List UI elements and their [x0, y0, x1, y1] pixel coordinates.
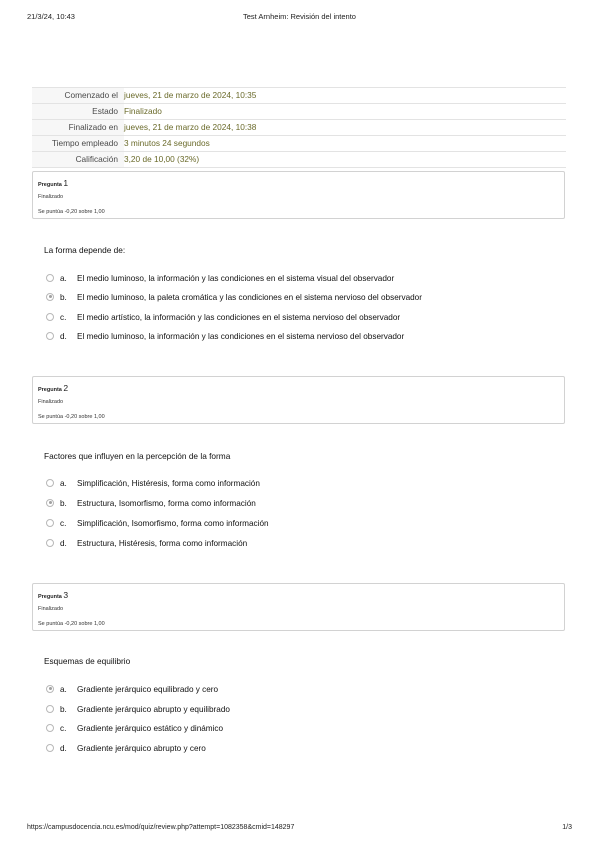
summary-value: 3,20 de 10,00 (32%) — [124, 154, 200, 164]
radio-icon[interactable] — [46, 724, 54, 732]
answer-option[interactable] — [46, 723, 223, 735]
answer-letter: c. — [60, 313, 67, 322]
answer-letter: b. — [60, 499, 67, 508]
question-text: Factores que influyen en la percepción de la forma — [44, 451, 231, 461]
summary-label: Estado — [32, 104, 124, 119]
answer-option[interactable] — [46, 331, 404, 343]
summary-value: 3 minutos 24 segundos — [124, 138, 210, 148]
question-number: 3 — [63, 590, 69, 600]
question-title — [38, 590, 68, 600]
summary-row — [32, 152, 566, 168]
summary-value: jueves, 21 de marzo de 2024, 10:38 — [124, 122, 257, 132]
answer-text: Gradiente jerárquico abrupto y cero — [77, 744, 206, 753]
summary-label: Comenzado el — [32, 88, 124, 103]
answer-text: Simplificación, Histéresis, forma como información — [77, 479, 260, 488]
answer-letter: a. — [60, 685, 67, 694]
answer-option[interactable] — [46, 273, 394, 285]
answer-option[interactable] — [46, 684, 218, 696]
summary-label: Tiempo empleado — [32, 136, 124, 151]
answer-text: Gradiente jerárquico equilibrado y cero — [77, 685, 219, 694]
radio-icon[interactable] — [46, 313, 54, 321]
answer-letter: b. — [60, 705, 67, 714]
answer-text: El medio artístico, la información y las condiciones en el sistema nervioso del observador — [77, 313, 401, 322]
radio-selected-icon[interactable] — [46, 685, 54, 693]
answer-letter: d. — [60, 332, 67, 341]
answer-option[interactable] — [46, 292, 422, 304]
print-page-number: 1/3 — [562, 824, 572, 831]
print-page-title: Test Arnheim: Revisión del intento — [243, 12, 356, 21]
summary-label: Finalizado en — [32, 120, 124, 135]
answer-text: Estructura, Histéresis, forma como información — [77, 539, 248, 548]
answer-text: Estructura, Isomorfismo, forma como información — [77, 499, 256, 508]
print-header — [27, 12, 572, 24]
summary-label: Calificación — [32, 152, 124, 167]
answer-letter: c. — [60, 724, 67, 733]
answer-letter: d. — [60, 539, 67, 548]
answer-option[interactable] — [46, 538, 247, 550]
question-grade: Se puntúa -0,20 sobre 1,00 — [38, 209, 105, 215]
question-text: Esquemas de equilibrio — [44, 656, 131, 666]
question-prefix: Pregunta — [38, 594, 62, 600]
summary-row — [32, 104, 566, 120]
question-number: 1 — [63, 178, 69, 188]
question-grade: Se puntúa -0,20 sobre 1,00 — [38, 621, 105, 627]
answer-option[interactable] — [46, 704, 230, 716]
answer-text: El medio luminoso, la información y las condiciones en el sistema visual del observador — [77, 274, 395, 283]
print-footer — [27, 824, 572, 836]
question-state: Finalizado — [38, 399, 64, 405]
question-text: La forma depende de: — [44, 245, 126, 255]
radio-icon[interactable] — [46, 539, 54, 547]
question-prefix: Pregunta — [38, 387, 62, 393]
answer-option[interactable] — [46, 518, 269, 530]
summary-value: jueves, 21 de marzo de 2024, 10:35 — [124, 90, 257, 100]
question-number: 2 — [63, 383, 69, 393]
radio-icon[interactable] — [46, 479, 54, 487]
answer-letter: b. — [60, 293, 67, 302]
radio-selected-icon[interactable] — [46, 499, 54, 507]
question-title — [38, 178, 68, 188]
question-prefix: Pregunta — [38, 182, 62, 188]
radio-icon[interactable] — [46, 274, 54, 282]
answer-text: Gradiente jerárquico abrupto y equilibrado — [77, 705, 230, 714]
print-url[interactable]: https://campusdocencia.ncu.es/mod/quiz/review.php?attempt=1082358&cmid=148297 — [27, 824, 295, 831]
question-state: Finalizado — [38, 606, 64, 612]
answer-option[interactable] — [46, 498, 256, 510]
radio-icon[interactable] — [46, 705, 54, 713]
answer-letter: c. — [60, 519, 67, 528]
answer-text: El medio luminoso, la información y las condiciones en el sistema nervioso del observador — [77, 332, 405, 341]
summary-row — [32, 88, 566, 104]
answer-text: El medio luminoso, la paleta cromática y las condiciones en el sistema nervioso del observador — [77, 293, 422, 302]
answer-letter: a. — [60, 479, 67, 488]
question-state: Finalizado — [38, 194, 64, 200]
answer-letter: a. — [60, 274, 67, 283]
question-info-box — [32, 171, 565, 219]
answer-text: Simplificación, Isomorfismo, forma como información — [77, 519, 269, 528]
attempt-summary-table — [32, 87, 566, 168]
answer-letter: d. — [60, 744, 67, 753]
radio-icon[interactable] — [46, 332, 54, 340]
answer-option[interactable] — [46, 312, 400, 324]
radio-icon[interactable] — [46, 744, 54, 752]
question-title — [38, 383, 68, 393]
summary-row — [32, 136, 566, 152]
radio-icon[interactable] — [46, 519, 54, 527]
summary-value: Finalizado — [124, 106, 162, 116]
answer-option[interactable] — [46, 478, 260, 490]
question-info-box — [32, 583, 565, 631]
answer-text: Gradiente jerárquico estático y dinámico — [77, 724, 224, 733]
question-grade: Se puntúa -0,20 sobre 1,00 — [38, 414, 105, 420]
answer-option[interactable] — [46, 743, 206, 755]
print-datetime: 21/3/24, 10:43 — [27, 12, 75, 21]
question-info-box — [32, 376, 565, 424]
radio-selected-icon[interactable] — [46, 293, 54, 301]
summary-row — [32, 120, 566, 136]
